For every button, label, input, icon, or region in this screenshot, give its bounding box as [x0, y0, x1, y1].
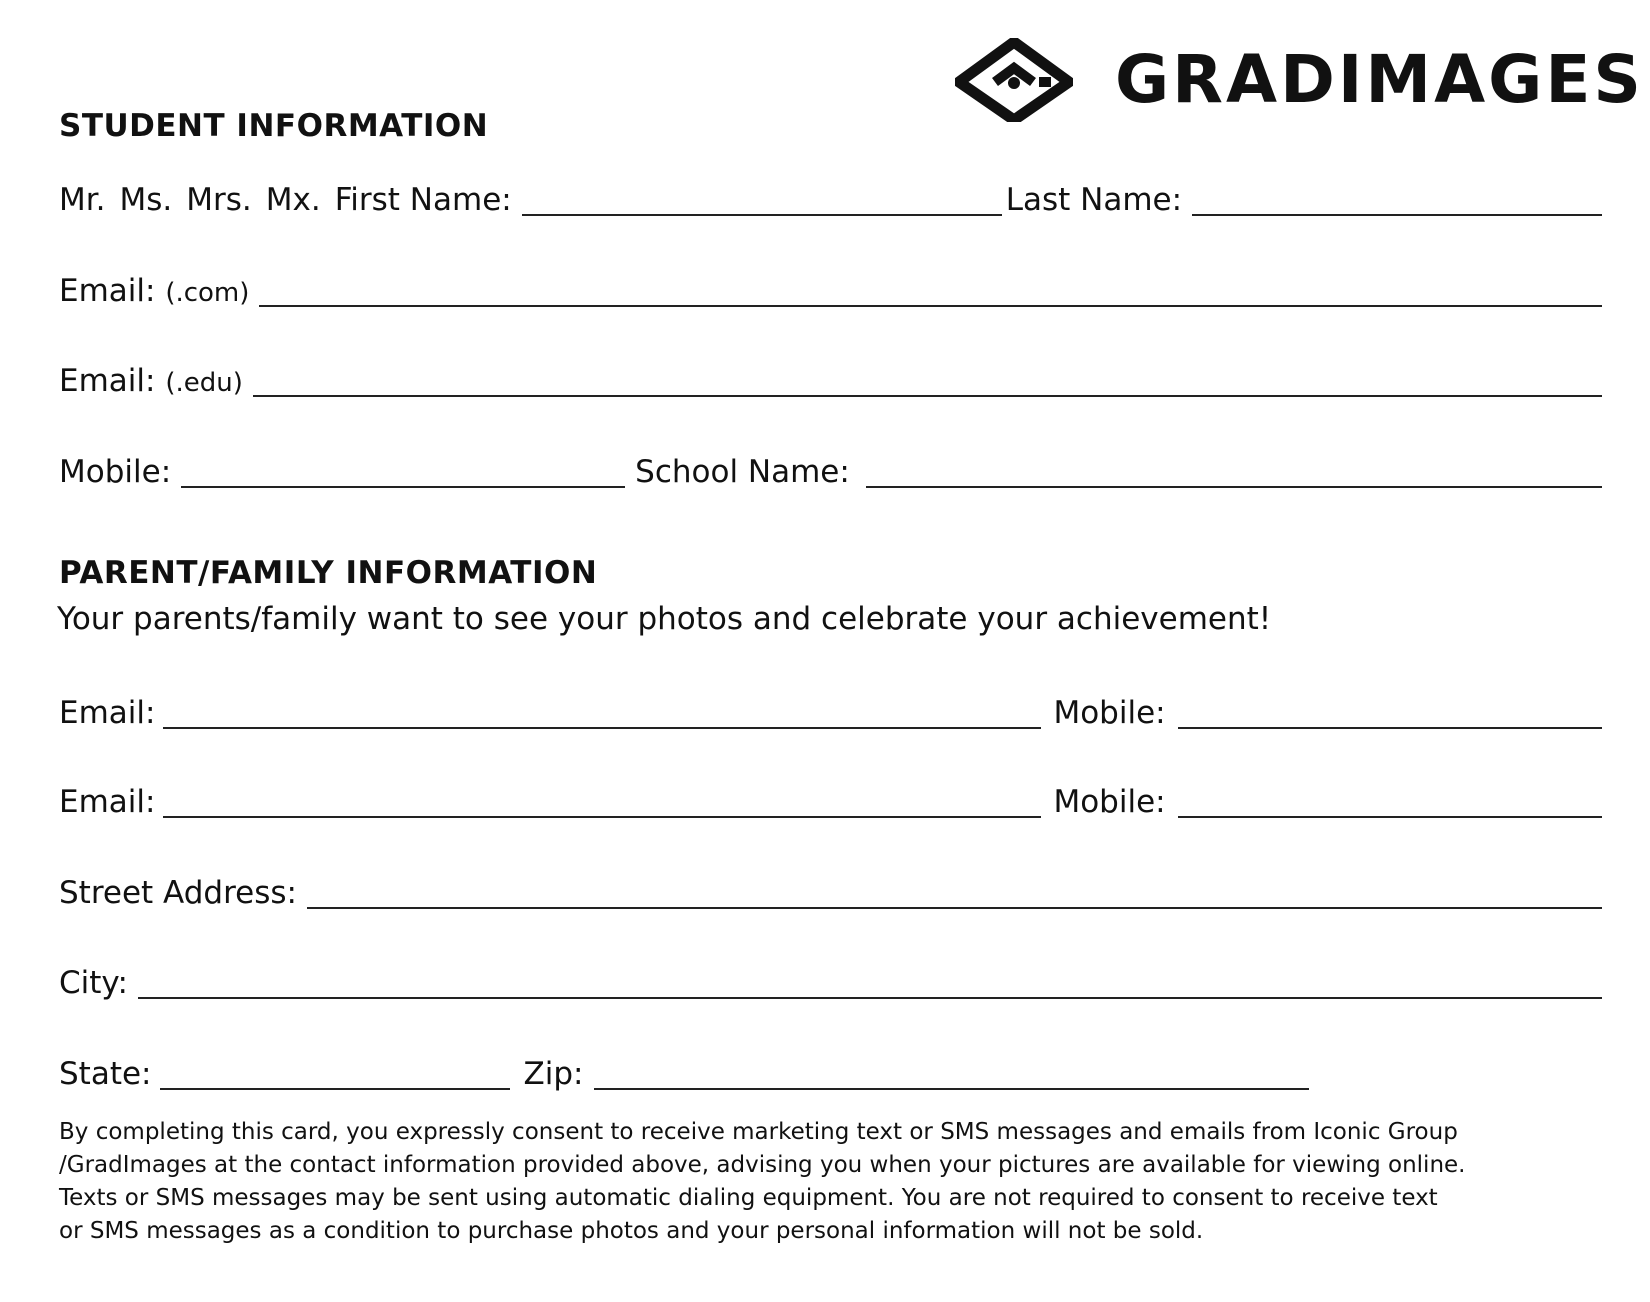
consent-line: Texts or SMS messages may be sent using automatic dialing equipment. You are not required to consent to receive text: [59, 1185, 1438, 1211]
email-com-hint: (.com): [165, 278, 250, 308]
consent-disclaimer: [59, 1116, 1466, 1248]
city-field[interactable]: [138, 997, 1602, 999]
parent-email-field-1[interactable]: [163, 727, 1041, 729]
honorific-mrs[interactable]: Mrs.: [186, 182, 252, 218]
brand-logo: [955, 38, 1644, 122]
parent-mobile-label-1: Mobile:: [1053, 695, 1166, 731]
state-zip-row: [59, 1048, 1309, 1092]
parent-mobile-field-2[interactable]: [1178, 816, 1602, 818]
email-label: Email:: [59, 273, 156, 309]
street-address-row: [59, 867, 1602, 911]
student-name-row: [59, 174, 1602, 218]
student-mobile-label: Mobile:: [59, 454, 172, 490]
last-name-label: Last Name:: [1005, 182, 1183, 218]
parent-email-label-2: Email:: [59, 784, 156, 820]
student-email-edu-row: [59, 355, 1602, 399]
last-name-field[interactable]: [1192, 214, 1602, 216]
parent-contact-row-2: [59, 776, 1602, 820]
school-name-field[interactable]: [866, 486, 1602, 488]
first-name-label: First Name:: [334, 182, 512, 218]
student-section-title: STUDENT INFORMATION: [59, 108, 489, 144]
state-field[interactable]: [160, 1088, 510, 1090]
parent-mobile-field-1[interactable]: [1178, 727, 1602, 729]
school-name-label: School Name:: [635, 454, 850, 490]
gradimages-diamond-logo-icon: [955, 38, 1073, 122]
student-email-com-row: [59, 265, 1602, 309]
street-address-field[interactable]: [307, 907, 1602, 909]
parent-section-title: PARENT/FAMILY INFORMATION: [59, 555, 598, 591]
street-address-label: Street Address:: [59, 875, 297, 911]
email-edu-hint: (.edu): [165, 368, 243, 398]
parent-email-label-1: Email:: [59, 695, 156, 731]
zip-label: Zip:: [523, 1056, 584, 1092]
student-mobile-field[interactable]: [181, 486, 625, 488]
consent-line: or SMS messages as a condition to purchase photos and your personal information will not be sold.: [59, 1218, 1204, 1244]
state-label: State:: [59, 1056, 152, 1092]
city-label: City:: [59, 965, 128, 1001]
consent-line: By completing this card, you expressly consent to receive marketing text or SMS messages and emails from Iconic Group: [59, 1119, 1458, 1145]
brand-name: GRADIMAGES: [1115, 41, 1644, 118]
honorific-mr[interactable]: Mr.: [59, 182, 106, 218]
parent-subtitle: Your parents/family want to see your photos and celebrate your achievement!: [57, 601, 1272, 637]
email-edu-field[interactable]: [253, 395, 1602, 397]
parent-mobile-label-2: Mobile:: [1053, 784, 1166, 820]
honorific-ms[interactable]: Ms.: [119, 182, 173, 218]
email-label: Email:: [59, 363, 156, 399]
parent-contact-row-1: [59, 687, 1602, 731]
honorific-mx[interactable]: Mx.: [265, 182, 321, 218]
parent-email-field-2[interactable]: [163, 816, 1041, 818]
zip-field[interactable]: [594, 1088, 1310, 1090]
honorifics: [59, 182, 335, 218]
email-edu-label: [59, 363, 243, 399]
email-com-field[interactable]: [259, 305, 1602, 307]
consent-line: /GradImages at the contact information provided above, advising you when your pictures are available for viewing online.: [59, 1152, 1466, 1178]
first-name-field[interactable]: [522, 214, 1002, 216]
email-com-label: [59, 273, 250, 309]
city-row: [59, 957, 1602, 1001]
student-mobile-school-row: [59, 446, 1602, 490]
